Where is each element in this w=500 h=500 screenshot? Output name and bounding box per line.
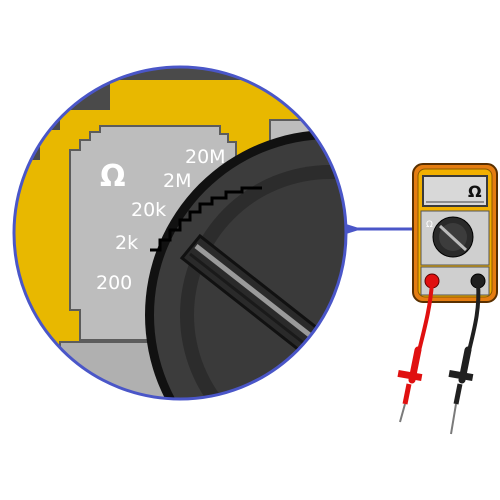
range-label-2k: 2k (115, 232, 139, 254)
range-label-2M: 2M (163, 170, 192, 192)
display-symbol: Ω (468, 182, 482, 201)
dial-symbol: Ω (426, 220, 433, 230)
black-probe (448, 283, 478, 434)
ohm-symbol: Ω (100, 159, 126, 194)
red-probe (397, 283, 432, 422)
multimeter (413, 164, 497, 302)
range-label-20k: 20k (131, 199, 167, 221)
range-label-200: 200 (96, 272, 133, 294)
dial-knob (433, 217, 473, 257)
range-label-20M: 20M (185, 146, 226, 168)
